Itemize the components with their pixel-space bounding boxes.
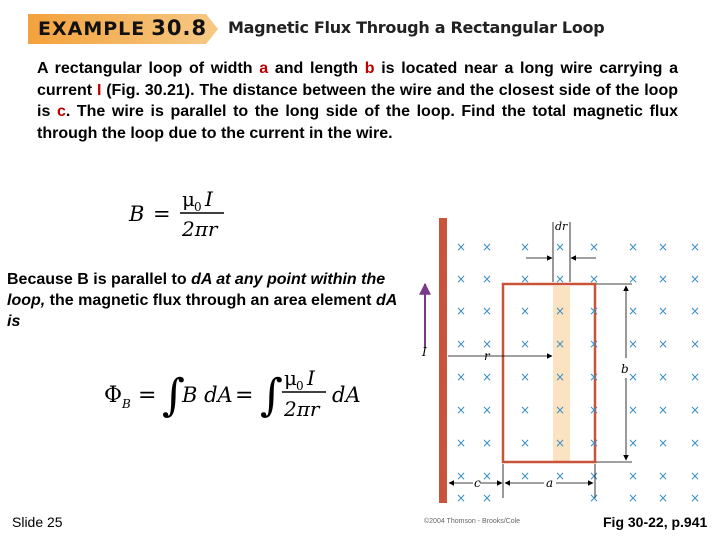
field-x-mark: × xyxy=(520,304,531,318)
eq2-integral-2: ∫ xyxy=(260,370,283,421)
field-x-mark: × xyxy=(658,469,669,483)
field-x-mark: × xyxy=(690,337,701,351)
rectangular-loop-figure xyxy=(418,208,708,508)
field-x-mark: × xyxy=(589,304,600,318)
field-x-mark: × xyxy=(589,272,600,286)
field-x-mark: × xyxy=(482,370,493,384)
banner-number: 30.8 xyxy=(151,16,208,40)
field-x-mark: × xyxy=(628,304,639,318)
eq2-mu-sub: 0 xyxy=(296,379,304,393)
label-c: c xyxy=(474,476,481,490)
eq2-current: I xyxy=(307,366,315,390)
field-x-mark: × xyxy=(690,469,701,483)
field-x-mark: × xyxy=(658,337,669,351)
label-b: b xyxy=(621,362,629,376)
field-x-mark: × xyxy=(555,240,566,254)
field-x-mark: × xyxy=(628,403,639,417)
field-x-mark: × xyxy=(690,370,701,384)
field-x-mark: × xyxy=(482,337,493,351)
field-x-mark: × xyxy=(456,337,467,351)
field-x-mark: × xyxy=(555,436,566,450)
var-a: a xyxy=(259,60,269,77)
eq1-denominator: 2πr xyxy=(182,217,218,241)
field-x-mark: × xyxy=(456,403,467,417)
field-x-mark: × xyxy=(690,436,701,450)
field-x-mark: × xyxy=(658,436,669,450)
eq1-equals: = xyxy=(153,202,171,226)
field-x-mark: × xyxy=(482,272,493,286)
var-c: c xyxy=(56,103,66,120)
eq1-current: I xyxy=(205,187,213,211)
label-current: I xyxy=(422,345,427,359)
equation-flux xyxy=(100,358,370,430)
eq2-phi-sub: B xyxy=(122,397,131,411)
field-x-mark: × xyxy=(589,469,600,483)
figure-reference: Fig 30-22, p.941 xyxy=(603,514,708,530)
field-x-mark: × xyxy=(482,491,493,505)
eq2-mu: μ xyxy=(284,366,297,390)
field-x-mark: × xyxy=(555,304,566,318)
field-x-mark: × xyxy=(589,491,600,505)
page-title: Magnetic Flux Through a Rectangular Loop xyxy=(228,18,605,37)
field-x-mark: × xyxy=(456,469,467,483)
problem-text-1: A rectangular loop of width xyxy=(37,60,260,77)
field-x-mark: × xyxy=(482,403,493,417)
banner-label xyxy=(38,16,207,40)
eq1-mu-sub: 0 xyxy=(194,200,202,214)
field-x-mark: × xyxy=(520,370,531,384)
field-x-mark: × xyxy=(658,272,669,286)
field-x-mark: × xyxy=(628,491,639,505)
problem-text-2: and length xyxy=(268,60,365,77)
field-x-mark: × xyxy=(520,240,531,254)
eq2-mid: B dA xyxy=(182,383,233,407)
field-x-mark: × xyxy=(690,304,701,318)
field-x-mark: × xyxy=(658,403,669,417)
long-wire xyxy=(439,218,447,503)
field-x-mark: × xyxy=(456,370,467,384)
field-x-mark: × xyxy=(628,337,639,351)
problem-statement xyxy=(37,58,678,144)
field-x-mark: × xyxy=(520,403,531,417)
field-x-mark: × xyxy=(690,240,701,254)
field-x-mark: × xyxy=(456,304,467,318)
field-x-mark: × xyxy=(520,272,531,286)
field-x-mark: × xyxy=(628,370,639,384)
field-x-mark: × xyxy=(589,337,600,351)
field-x-mark: × xyxy=(482,469,493,483)
field-x-mark: × xyxy=(555,370,566,384)
field-x-mark: × xyxy=(520,436,531,450)
field-x-mark: × xyxy=(555,272,566,286)
field-x-mark: × xyxy=(456,240,467,254)
field-x-mark: × xyxy=(658,491,669,505)
eq2-equals-2: = xyxy=(235,383,254,408)
eq2-tail: dA xyxy=(332,383,361,407)
field-x-mark: × xyxy=(482,240,493,254)
field-x-mark: × xyxy=(456,436,467,450)
field-x-mark: × xyxy=(658,370,669,384)
example-banner xyxy=(28,14,218,44)
explanation-text xyxy=(7,269,412,332)
field-x-mark: × xyxy=(628,436,639,450)
explain-text-2: dA at any point within the loop, xyxy=(7,271,386,309)
label-dr: dr xyxy=(555,220,568,233)
field-x-mark: × xyxy=(555,469,566,483)
problem-text-5: . The wire is parallel to the long side of the loop. Find the total magnetic flux through the loop due to the current in the wire. xyxy=(37,103,678,142)
field-x-mark: × xyxy=(658,240,669,254)
field-x-mark: × xyxy=(589,370,600,384)
field-x-mark: × xyxy=(520,469,531,483)
explain-text-3: the magnetic flux through an area element xyxy=(45,292,376,309)
field-x-mark: × xyxy=(555,337,566,351)
var-I: I xyxy=(96,81,102,99)
label-a: a xyxy=(546,476,554,490)
eq2-equals-1: = xyxy=(138,383,157,408)
problem-text-3: is located near a long wire carrying a current xyxy=(37,60,678,99)
field-x-mark: × xyxy=(690,272,701,286)
field-x-mark: × xyxy=(589,240,600,254)
field-x-mark: × xyxy=(628,272,639,286)
explain-text-1: Because B is parallel to xyxy=(7,271,192,288)
eq2-denominator: 2πr xyxy=(284,397,320,421)
field-x-mark: × xyxy=(690,491,701,505)
field-x-mark: × xyxy=(658,304,669,318)
slide-number: Slide 25 xyxy=(12,514,63,530)
label-r: r xyxy=(484,349,490,363)
field-x-mark: × xyxy=(456,491,467,505)
field-x-marks xyxy=(456,240,700,505)
field-x-mark: × xyxy=(482,304,493,318)
field-x-mark: × xyxy=(628,240,639,254)
field-x-mark: × xyxy=(628,469,639,483)
var-b: b xyxy=(364,60,375,77)
field-x-mark: × xyxy=(456,272,467,286)
eq2-integral-1: ∫ xyxy=(162,370,185,421)
copyright-notice: ©2004 Thomson - Brooks/Cole xyxy=(424,518,521,525)
banner-word: EXAMPLE xyxy=(38,18,146,40)
field-x-mark: × xyxy=(589,403,600,417)
eq1-mu: μ xyxy=(182,187,195,211)
explain-text-4: dA is xyxy=(7,292,397,330)
eq1-lhs: B xyxy=(129,202,145,226)
field-x-mark: × xyxy=(589,436,600,450)
problem-text-4: (Fig. 30.21). The distance between the wire and the closest side of the loop is xyxy=(37,81,679,120)
rectangular-loop xyxy=(503,284,595,462)
field-x-mark: × xyxy=(690,403,701,417)
field-x-mark: × xyxy=(520,337,531,351)
eq2-phi: Φ xyxy=(104,383,123,408)
field-x-mark: × xyxy=(555,403,566,417)
equation-field-b xyxy=(125,184,235,244)
field-x-mark: × xyxy=(482,436,493,450)
